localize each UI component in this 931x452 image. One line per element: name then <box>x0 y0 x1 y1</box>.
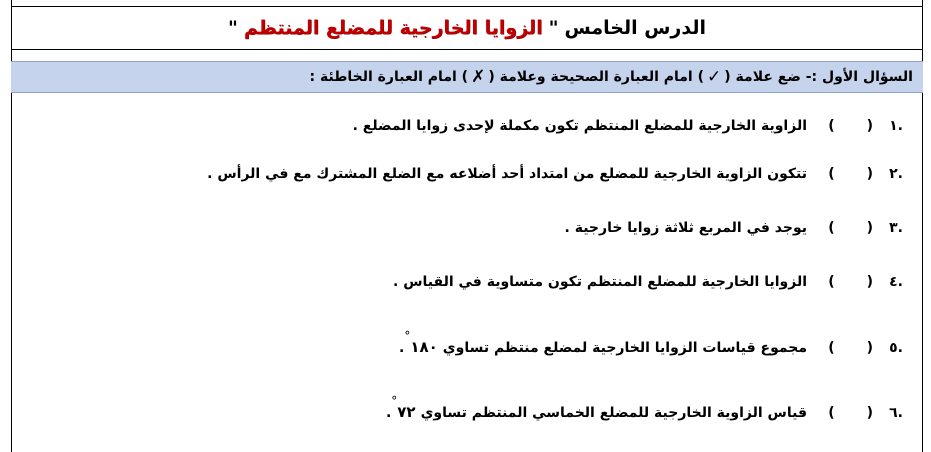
degree-symbol: ° <box>404 329 411 343</box>
item-number: .٤ <box>889 274 903 290</box>
item-end: . <box>398 340 405 356</box>
angle-number: ٧٢ <box>397 403 416 421</box>
item-text: قياس الزاوية الخارجية للمضلع الخماسي المنتظم تساوي <box>420 405 807 421</box>
item-number: .٦ <box>889 405 903 421</box>
title-quote-close: " <box>228 17 238 39</box>
paren-close: ) <box>828 340 835 356</box>
paren-close: ) <box>828 166 835 182</box>
item-number: .٢ <box>889 166 903 182</box>
title-main: الزوايا الخارجية للمضلع المنتظم <box>243 17 543 39</box>
paren-close: ) <box>828 220 835 236</box>
check-mark-icon: ✓ <box>707 67 722 87</box>
question-text-1: السؤال الأول :- ضع علامة ( <box>724 69 913 85</box>
paren-open: ( <box>866 220 873 236</box>
list-item <box>398 329 903 356</box>
item-text: الزوايا الخارجية للمضلع المنتظم تكون متساوية في القياس . <box>393 274 807 290</box>
degree-symbol: ° <box>391 394 398 408</box>
paren-open: ( <box>866 118 873 134</box>
list-item <box>207 166 903 182</box>
item-text: تتكون الزاوية الخارجية للمضلع من امتداد أحد أضلاعه مع الضلع المشترك مع في الرأس . <box>207 166 807 182</box>
angle-value <box>391 394 416 421</box>
paren-open: ( <box>866 274 873 290</box>
item-number: .٣ <box>889 220 903 236</box>
item-number: .١ <box>889 118 903 134</box>
title-quote-open: " <box>548 17 559 39</box>
angle-number: ١٨٠ <box>410 338 438 356</box>
item-text: يوجد في المربع ثلاثة زوايا خارجية . <box>564 220 807 236</box>
answer-blank[interactable] <box>807 274 873 290</box>
answer-blank[interactable] <box>807 405 873 421</box>
item-end: . <box>385 405 392 421</box>
list-item <box>353 118 903 134</box>
list-item <box>385 394 903 421</box>
answer-blank[interactable] <box>807 118 873 134</box>
paren-close: ) <box>828 118 835 134</box>
answer-blank[interactable] <box>807 340 873 356</box>
paren-open: ( <box>866 166 873 182</box>
paren-close: ) <box>828 274 835 290</box>
title-prefix: الدرس الخامس <box>564 17 706 39</box>
question-text-3: ) امام العبارة الخاطئة : <box>309 69 469 85</box>
paren-open: ( <box>866 405 873 421</box>
question-text-2: ) امام العبارة الصحيحة وعلامة ( <box>488 69 705 85</box>
list-item <box>565 220 903 236</box>
item-text: مجموع قياسات الزوايا الخارجية لمضلع منتظم تساوي <box>442 340 807 356</box>
answer-blank[interactable] <box>807 220 873 236</box>
list-item <box>393 274 903 290</box>
item-number: .٥ <box>889 340 903 356</box>
angle-value <box>404 329 438 356</box>
x-mark-icon: ✗ <box>471 67 486 87</box>
paren-open: ( <box>866 340 873 356</box>
item-text: الزاوية الخارجية للمضلع المنتظم تكون مكملة لإحدى زوايا المضلع . <box>352 118 807 134</box>
paren-close: ) <box>828 405 835 421</box>
answer-blank[interactable] <box>807 166 873 182</box>
